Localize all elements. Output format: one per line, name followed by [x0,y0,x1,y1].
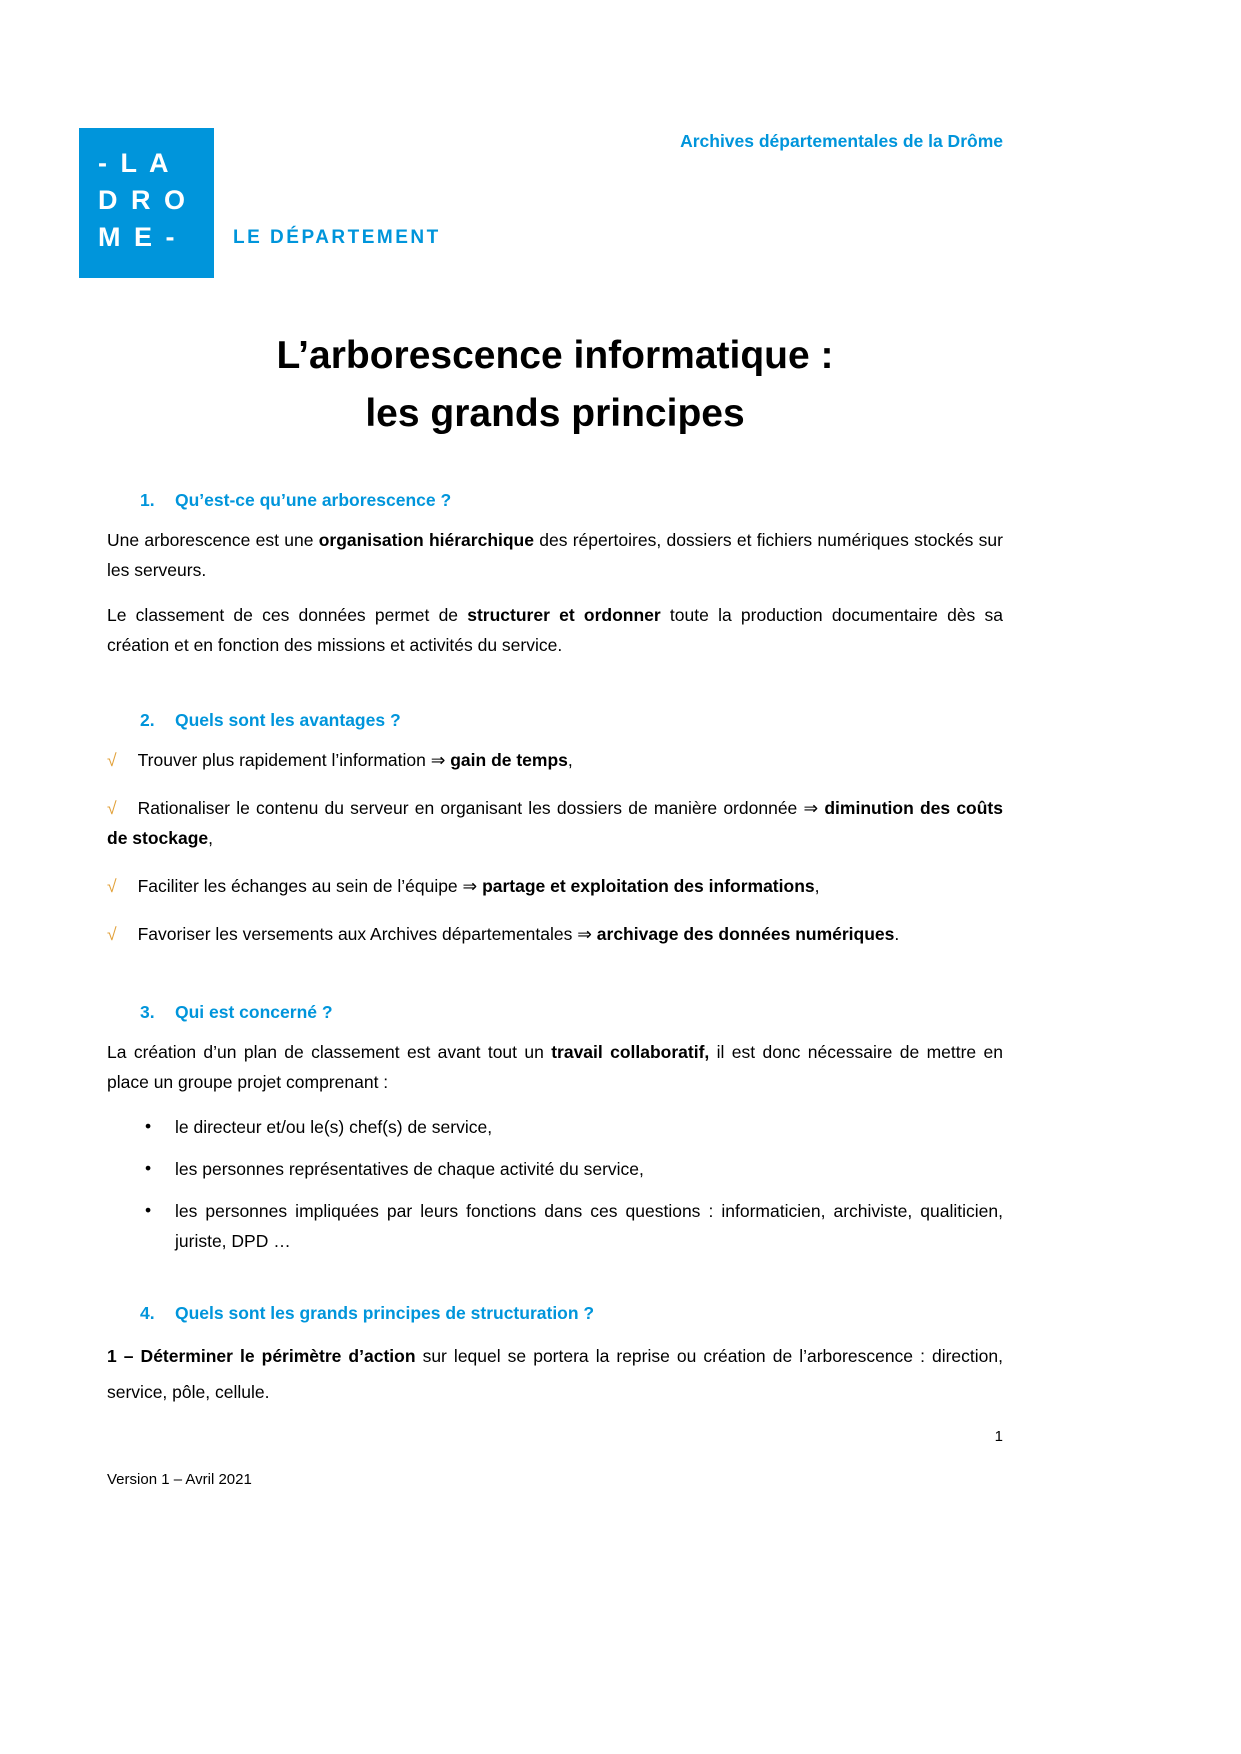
bullet-icon: • [145,1200,152,1220]
section-number: 1. [140,490,155,510]
bullet-text [175,1159,644,1179]
text-run: sur lequel se portera la reprise ou création de l’arborescence : direction, service, pôle, cellule. [107,1346,1003,1402]
logo-line: D R O [98,185,189,215]
document-title [107,327,1003,443]
section-number: 4. [140,1303,155,1323]
section-heading-text: Quels sont les grands principes de structuration ? [175,1303,595,1323]
bold-text-run: organisation hiérarchique [318,530,534,550]
text-run: Favoriser les versements aux Archives départementales ⇒ [137,924,597,944]
section-heading-text: Qui est concerné ? [175,1002,333,1022]
section-heading [107,1300,1003,1326]
paragraph [107,600,1003,660]
check-item [107,745,1003,775]
bold-text-run: structurer et ordonner [467,605,661,625]
bullet-icon: • [145,1116,152,1136]
bold-text-run: archivage des données numériques [596,924,895,944]
check-item [107,793,1003,853]
section-number: 2. [140,710,155,730]
check-icon: √ [107,798,117,818]
text-run: le directeur et/ou le(s) chef(s) de service, [175,1117,493,1137]
bullet-item [107,1196,1003,1256]
section-heading [107,487,1003,513]
document-content [107,327,1003,1425]
text-run: des répertoires, dossiers et fichiers numériques stockés sur les serveurs. [107,530,1003,580]
paragraph [107,1037,1003,1097]
bold-text-run: gain de temps [450,750,568,770]
check-item [107,871,1003,901]
page-number: 1 [994,1428,1003,1445]
section-heading-text: Qu’est-ce qu’une arborescence ? [175,490,452,510]
la-drome-logo [79,128,214,278]
document-title-line1: L’arborescence informatique : [276,334,834,377]
document-body [107,455,1003,1425]
section-number: 3. [140,1002,155,1022]
text-run: Rationaliser le contenu du serveur en organisant les dossiers de manière ordonnée ⇒ [137,798,825,818]
text-run: La création d’un plan de classement est avant tout un [107,1042,552,1062]
section-heading [107,999,1003,1025]
logo-line: M E - [98,222,178,252]
check-icon: √ [107,924,117,944]
text-run: toute la production documentaire dès sa création et en fonction des missions et activités du service. [107,605,1004,655]
document-title-line2: les grands principes [365,392,745,435]
bold-text-run: 1 – Déterminer le périmètre d’action [107,1346,416,1366]
text-run: Faciliter les échanges au sein de l’équipe ⇒ [137,876,483,896]
text-run: les personnes impliquées par leurs fonctions dans ces questions : informaticien, archiviste, qualiticien, juriste, DPD … [175,1201,1003,1251]
text-run: Le classement de ces données permet de [107,605,468,625]
section-heading [107,707,1003,733]
bold-text-run: partage et exploitation des informations [482,876,815,896]
text-run: les personnes représentatives de chaque activité du service, [175,1159,644,1179]
bold-text-run: diminution des coûts de stockage [107,798,1003,848]
check-icon: √ [107,876,117,896]
bullet-text [175,1201,1003,1251]
bold-text-run: travail collaboratif, [551,1042,710,1062]
text-run: , [208,828,214,848]
check-icon: √ [107,750,117,770]
paragraph [107,1338,1003,1410]
logo-line: - L A [98,148,172,178]
version-label: Version 1 – Avril 2021 [107,1471,252,1488]
department-label: LE DÉPARTEMENT [233,227,441,248]
text-run: Trouver plus rapidement l’information ⇒ [137,750,451,770]
section-heading-text: Quels sont les avantages ? [175,710,401,730]
bullet-icon: • [145,1158,152,1178]
text-run: , [814,876,820,896]
text-run: , [567,750,573,770]
check-item [107,919,1003,949]
paragraph [107,525,1003,585]
header-org-name: Archives départementales de la Drôme [680,131,1003,151]
text-run: il est donc nécessaire de mettre en place un groupe projet comprenant : [107,1042,1003,1092]
bullet-item [107,1112,1003,1142]
text-run: Une arborescence est une [107,530,319,550]
text-run: . [894,924,900,944]
bullet-text [175,1117,492,1137]
bullet-item [107,1154,1003,1184]
